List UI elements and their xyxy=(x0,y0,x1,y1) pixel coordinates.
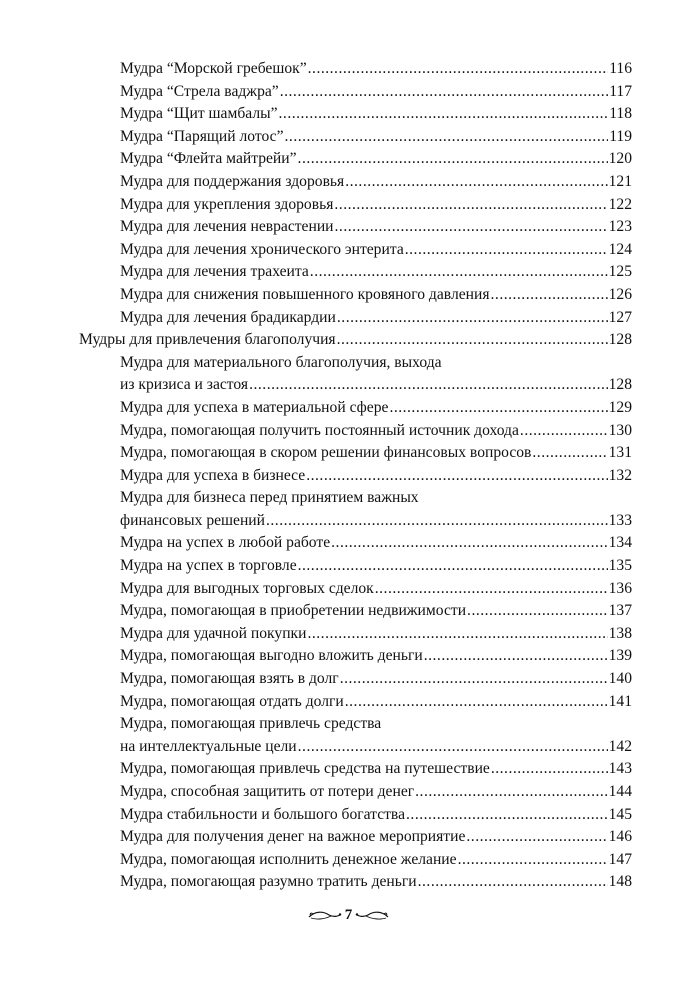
toc-entry-title: Мудра, помогающая разумно тратить деньги xyxy=(120,873,417,891)
table-of-contents xyxy=(0,58,697,894)
toc-entry-page-number: 123 xyxy=(608,218,632,236)
toc-entry xyxy=(120,442,632,465)
dot-leader xyxy=(389,397,607,420)
page-number: 7 xyxy=(344,907,353,923)
toc-entry-title: Мудра “Стрела ваджра” xyxy=(120,82,279,100)
toc-entry xyxy=(120,420,632,443)
dot-leader xyxy=(375,578,608,601)
scroll-flourish-icon xyxy=(354,908,390,922)
dot-leader xyxy=(306,465,607,488)
dot-leader xyxy=(337,307,608,330)
toc-entry-title: Мудра для выгодных торговых сделок xyxy=(120,579,374,597)
dot-leader xyxy=(280,81,608,104)
toc-entry-page-number: 136 xyxy=(608,579,632,597)
toc-entry-page-number: 118 xyxy=(609,105,632,123)
toc-entry-title: Мудра для снижения повышенного кровяного давления xyxy=(120,285,490,303)
toc-entry-page-number: 140 xyxy=(608,670,632,688)
toc-entry-title: Мудра для успеха в материальной сфере xyxy=(120,398,389,416)
toc-entry-page-number: 128 xyxy=(608,331,632,349)
toc-entry-title: Мудра для бизнеса перед принятием важных xyxy=(120,489,419,507)
toc-entry-title-continuation: финансовых решений xyxy=(120,511,265,529)
toc-entry xyxy=(120,691,632,714)
toc-entry-page-number: 147 xyxy=(608,850,632,868)
dot-leader xyxy=(466,826,607,849)
toc-entry-title: Мудра, помогающая в скором решении финансовых вопросов xyxy=(120,444,532,462)
toc-entry xyxy=(120,758,632,781)
toc-entry-page-number: 124 xyxy=(608,240,632,258)
dot-leader xyxy=(285,126,609,149)
toc-entry xyxy=(120,261,632,284)
toc-entry-page-number: 142 xyxy=(608,737,632,755)
toc-entry-page-number: 148 xyxy=(608,873,632,891)
toc-entry-title: Мудра для лечения брадикардии xyxy=(120,308,336,326)
toc-entry-title: Мудра “Щит шамбалы” xyxy=(120,105,278,123)
toc-entry-title: Мудра, помогающая взять в долг xyxy=(120,670,339,688)
toc-entry-title: Мудра, помогающая отдать долги xyxy=(120,692,344,710)
toc-entry xyxy=(120,58,632,81)
toc-entry-page-number: 129 xyxy=(608,398,632,416)
toc-entry-page-number: 135 xyxy=(608,557,632,575)
toc-entry xyxy=(120,555,632,578)
dot-leader xyxy=(279,103,609,126)
toc-entry-page-number: 138 xyxy=(608,624,632,642)
toc-entry-title: Мудра для лечения трахеита xyxy=(120,263,309,281)
toc-entry xyxy=(120,397,632,420)
toc-entry xyxy=(120,239,632,262)
toc-entry xyxy=(120,352,632,375)
toc-entry-title: Мудра для поддержания здоровья xyxy=(120,172,345,190)
toc-entry-page-number: 143 xyxy=(608,760,632,778)
toc-entry-page-number: 134 xyxy=(608,534,632,552)
toc-entry-title: Мудра для лечения неврастении xyxy=(120,218,334,236)
toc-entry xyxy=(120,668,632,691)
toc-entry xyxy=(120,465,632,488)
dot-leader xyxy=(337,329,608,352)
toc-entry-page-number: 132 xyxy=(608,466,632,484)
toc-entry xyxy=(120,623,632,646)
toc-entry-title-continuation: на интеллектуальные цели xyxy=(120,737,297,755)
toc-entry-title: Мудра для укрепления здоровья xyxy=(120,195,334,213)
toc-entry-page-number: 125 xyxy=(608,263,632,281)
toc-entry-page-number: 121 xyxy=(608,172,632,190)
toc-entry xyxy=(120,194,632,217)
toc-entry-page-number: 127 xyxy=(608,308,632,326)
toc-entry xyxy=(120,216,632,239)
toc-entry xyxy=(120,103,632,126)
toc-entry-title: Мудра, помогающая выгодно вложить деньги xyxy=(120,647,423,665)
toc-entry xyxy=(120,645,632,668)
toc-entry-page-number: 116 xyxy=(609,60,632,77)
toc-entry-title: Мудра, помогающая привлечь средства на путешествие xyxy=(120,760,490,778)
dot-leader xyxy=(345,691,608,714)
toc-entry-title: Мудра, помогающая получить постоянный источник дохода xyxy=(120,421,519,439)
dot-leader xyxy=(308,58,609,81)
toc-entry xyxy=(120,126,632,149)
toc-entry-page-number: 128 xyxy=(608,376,632,394)
dot-leader xyxy=(520,420,608,443)
toc-entry xyxy=(120,781,632,804)
toc-entry xyxy=(120,532,632,555)
toc-entry-page-number: 144 xyxy=(608,783,632,800)
toc-entry-page-number: 131 xyxy=(608,444,632,462)
toc-entry-continuation xyxy=(120,374,632,397)
dot-leader xyxy=(266,510,608,533)
dot-leader xyxy=(331,532,607,555)
dot-leader xyxy=(340,668,608,691)
toc-entry-title: Мудра, помогающая исполнить денежное желание xyxy=(120,850,457,868)
toc-entry-page-number: 137 xyxy=(608,602,632,620)
dot-leader xyxy=(491,284,608,307)
toc-entry-title: Мудра для получения денег на важное мероприятие xyxy=(120,828,466,846)
toc-entry-title: Мудра для материального благополучия, выхода xyxy=(120,353,442,371)
toc-entry xyxy=(120,148,632,171)
toc-entry xyxy=(120,487,632,510)
toc-entry-title: Мудра, помогающая привлечь средства xyxy=(120,715,382,733)
toc-entry xyxy=(120,307,632,330)
toc-section-heading xyxy=(79,329,632,352)
toc-entry-title: Мудра для удачной покупки xyxy=(120,624,307,642)
dot-leader xyxy=(298,148,608,171)
toc-entry-page-number: 139 xyxy=(608,647,632,665)
toc-entry-page-number: 130 xyxy=(608,421,632,439)
toc-entry xyxy=(120,578,632,601)
dot-leader xyxy=(310,261,608,284)
toc-entry-continuation xyxy=(120,510,632,533)
dot-leader xyxy=(458,849,608,872)
toc-entry-page-number: 141 xyxy=(608,692,632,710)
dot-leader xyxy=(415,781,607,804)
toc-entry-title: Мудра для лечения хронического энтерита xyxy=(120,240,404,258)
toc-entry xyxy=(120,171,632,194)
toc-entry-continuation xyxy=(120,736,632,759)
dot-leader xyxy=(298,555,608,578)
toc-entry-title: Мудра на успех в торговле xyxy=(120,557,297,575)
toc-entry-title: Мудра “Парящий лотос” xyxy=(120,127,284,145)
footer-ornament xyxy=(307,906,391,924)
toc-entry-page-number: 122 xyxy=(608,195,632,213)
dot-leader xyxy=(532,442,607,465)
toc-entry xyxy=(120,81,632,104)
page-footer xyxy=(0,906,697,924)
dot-leader xyxy=(418,871,608,894)
dot-leader xyxy=(491,758,608,781)
toc-entry-page-number: 126 xyxy=(608,285,632,303)
toc-entry-page-number: 133 xyxy=(608,511,632,529)
dot-leader xyxy=(405,239,608,262)
toc-entry xyxy=(120,849,632,872)
toc-entry xyxy=(120,804,632,827)
toc-entry-title: Мудры для привлечения благополучия xyxy=(79,331,336,349)
dot-leader xyxy=(298,736,608,759)
dot-leader xyxy=(467,600,608,623)
toc-entry-title: Мудра “Флейта майтрейи” xyxy=(120,150,297,168)
toc-entry-page-number: 117 xyxy=(609,82,632,100)
toc-entry-title: Мудра, способная защитить от потери денег xyxy=(120,783,415,800)
toc-entry-page-number: 146 xyxy=(608,828,632,846)
toc-entry-title: Мудра “Морской гребешок” xyxy=(120,60,307,77)
toc-entry xyxy=(120,284,632,307)
toc-entry-page-number: 119 xyxy=(609,127,632,145)
toc-entry xyxy=(120,713,632,736)
toc-entry xyxy=(120,826,632,849)
toc-entry-page-number: 145 xyxy=(608,805,632,823)
scroll-flourish-icon xyxy=(307,908,343,922)
toc-entry-title: Мудра для успеха в бизнесе xyxy=(120,466,306,484)
toc-entry-title: Мудра на успех в любой работе xyxy=(120,534,331,552)
toc-entry xyxy=(120,600,632,623)
toc-entry-title-continuation: из кризиса и застоя xyxy=(120,376,249,394)
toc-entry-title: Мудра стабильности и большого богатства xyxy=(120,805,406,823)
toc-entry xyxy=(120,871,632,894)
toc-entry-page-number: 120 xyxy=(608,150,632,168)
toc-entry-title: Мудра, помогающая в приобретении недвижимости xyxy=(120,602,467,620)
dot-leader xyxy=(406,804,608,827)
dot-leader xyxy=(345,171,607,194)
dot-leader xyxy=(335,216,608,239)
dot-leader xyxy=(424,645,608,668)
dot-leader xyxy=(307,623,607,646)
dot-leader xyxy=(249,374,608,397)
dot-leader xyxy=(334,194,607,217)
